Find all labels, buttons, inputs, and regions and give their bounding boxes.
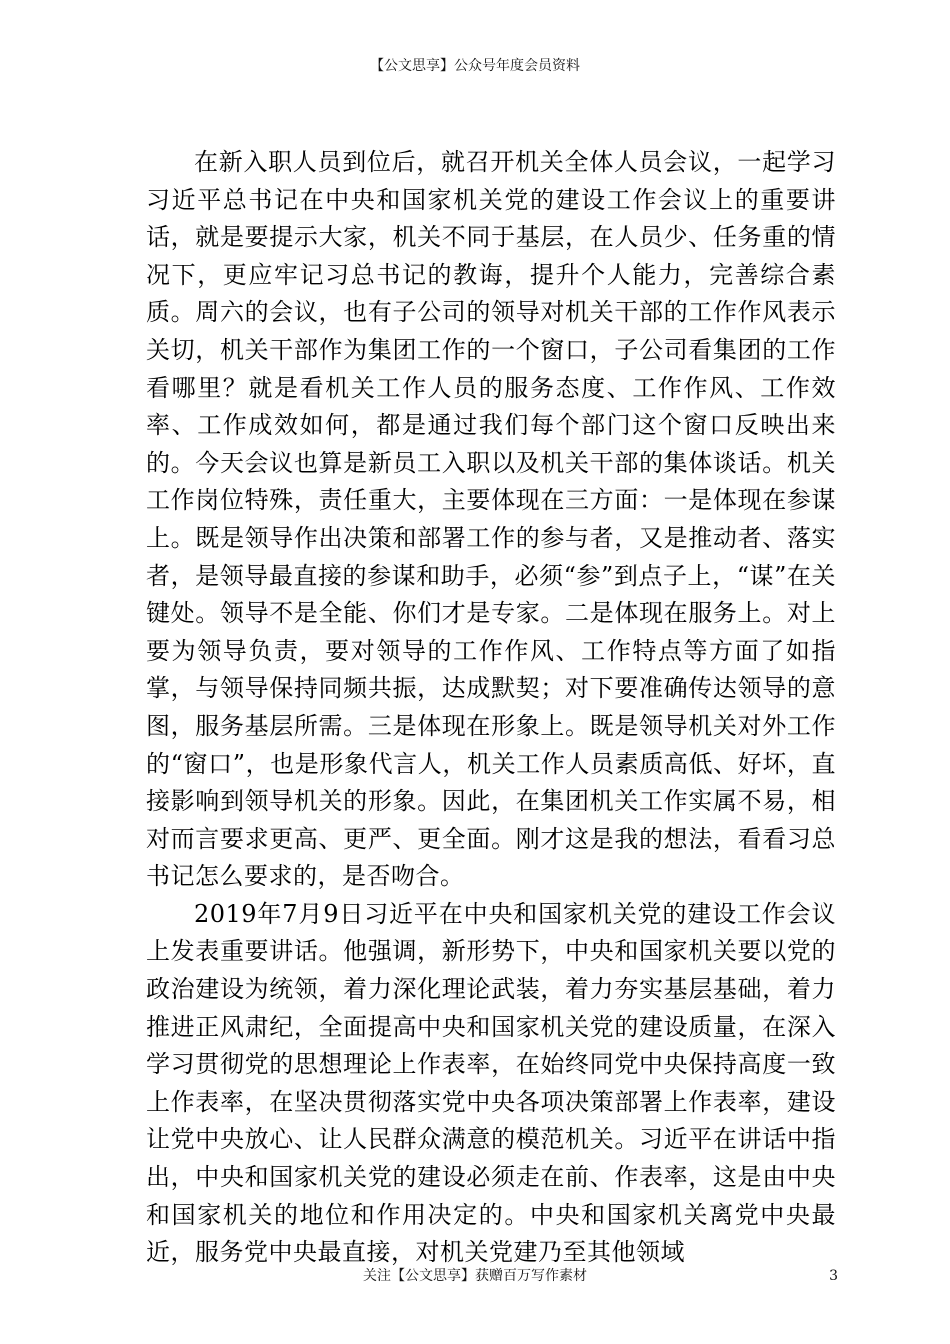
page-header: 【公文思享】公众号年度会员资料 [370, 58, 580, 74]
page-footer: 关注【公文思享】获赠百万写作素材 [363, 1268, 587, 1284]
body-paragraph-1: 在新入职人员到位后，就召开机关全体人员会议，一起学习习近平总书记在中央和国家机关党的建设工作会议上的重要讲话，就是要提示大家，机关不同于基层，在人员少、任务重的情况下，更应牢记习总书记的教诲，提升个人能力，完善综合素质。周六的会议，也有子公司的领导对机关干部的工作作风表示关切，机关干部作为集团工作的一个窗口，子公司看集团的工作看哪里？就是看机关工作人员的服务态度、工作作风、工作效率、工作成效如何，都是通过我们每个部门这个窗口反映出来的。今天会议也算是新员工入职以及机关干部的集体谈话。机关工作岗位特殊，责任重大，主要体现在三方面：一是体现在参谋上。既是领导作出决策和部署工作的参与者，又是推动者、落实者，是领导最直接的参谋和助手，必须“参”到点子上，“谋”在关键处。领导不是全能、你们才是专家。二是体现在服务上。对上要为领导负责，要对领导的工作作风、工作特点等方面了如指掌，与领导保持同频共振，达成默契；对下要准确传达领导的意图，服务基层所需。三是体现在形象上。既是领导机关对外工作的“窗口”，也是形象代言人，机关工作人员素质高低、好坏，直接影响到领导机关的形象。因此，在集团机关工作实属不易，相对而言要求更高、更严、更全面。刚才这是我的想法，看看习总书记怎么要求的，是否吻合。 [146, 148, 836, 891]
document-body [146, 144, 836, 1272]
body-paragraph-2: 2019年7月9日习近平在中央和国家机关党的建设工作会议上发表重要讲话。他强调，新形势下，中央和国家机关要以党的政治建设为统领，着力深化理论武装，着力夯实基层基础，着力推进正风肃纪，全面提高中央和国家机关党的建设质量，在深入学习贯彻党的思想理论上作表率，在始终同党中央保持高度一致上作表率，在坚决贯彻落实党中央各项决策部署上作表率，建设让党中央放心、让人民群众满意的模范机关。习近平在讲话中指出，中央和国家机关党的建设必须走在前、作表率，这是由中央和国家机关的地位和作用决定的。中央和国家机关离党中央最近，服务党中央最直接，对机关党建乃至其他领域 [146, 899, 836, 1267]
page-number: 3 [829, 1268, 838, 1284]
